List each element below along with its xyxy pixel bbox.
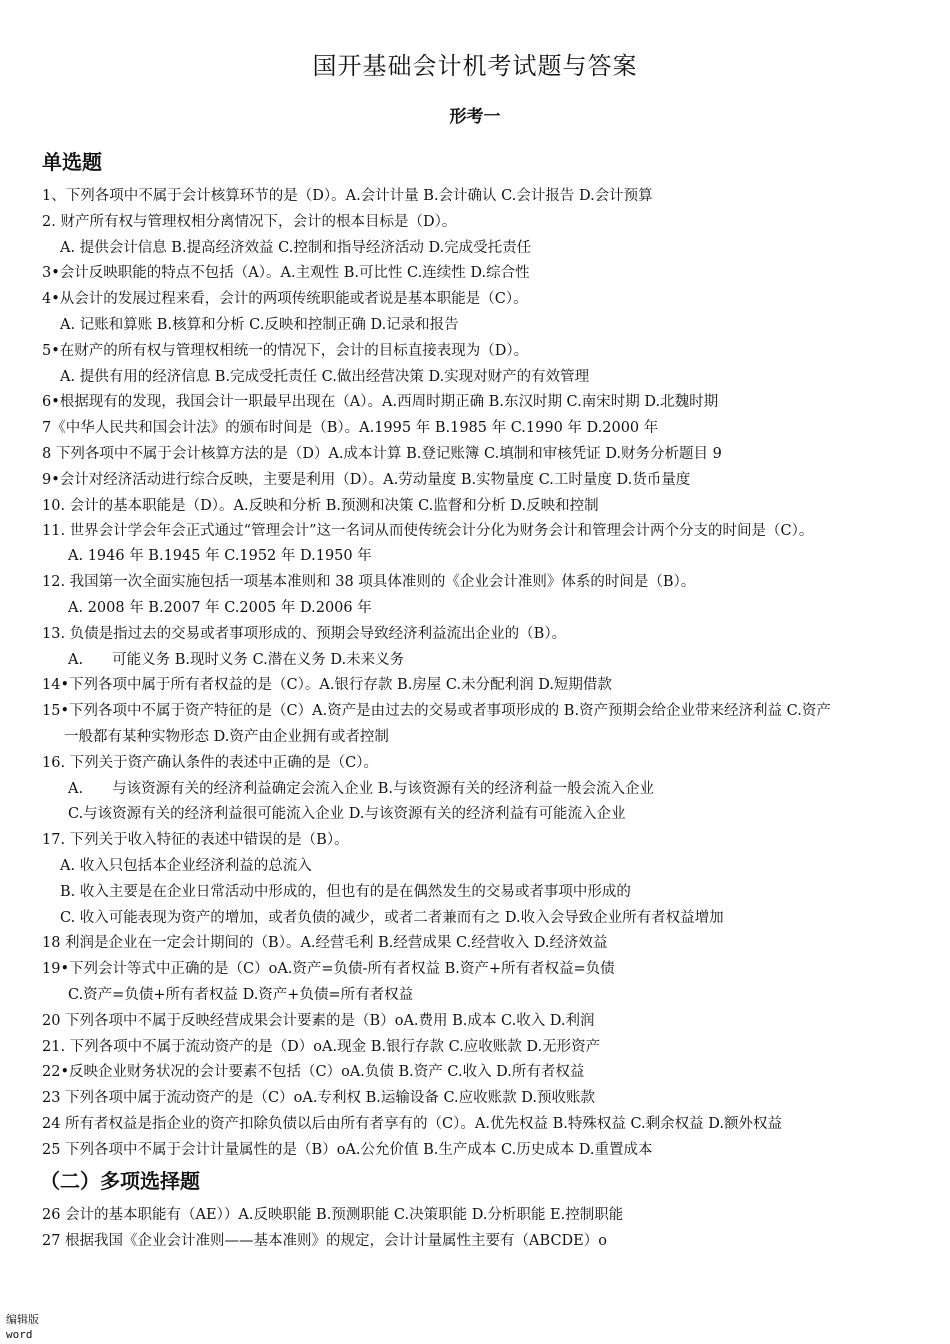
question-line: 8 下列各项中不属于会计核算方法的是（D）A.成本计算 B.登记账簿 C.填制和审核凭证 D.财务分析题目 9 <box>42 445 722 462</box>
option-line: C.与该资源有关的经济利益很可能流入企业 D.与该资源有关的经济利益有可能流入企业 <box>68 806 626 823</box>
question-line: 26 会计的基本职能有（AE））A.反映职能 B.预测职能 C.决策职能 D.分析职能 E.控制职能 <box>42 1207 624 1224</box>
footer-note <box>6 1312 39 1342</box>
option-line: A. 可能义务 B.现时义务 C.潜在义务 D.未来义务 <box>68 651 405 668</box>
question-line: 7《中华人民共和国会计法》的颁布时间是（B）。A.1995 年 B.1985 年 C.1990 年 D.2000 年 <box>42 420 659 437</box>
question-line: 27 根据我国《企业会计准则——基本准则》的规定，会计计量属性主要有（ABCDE）o <box>42 1233 607 1250</box>
section-heading-single-choice: 单选题 <box>42 150 102 174</box>
question-line: 11. 世界会计学会年会正式通过“管理会计”这一名词从而使传统会计分化为财务会计和管理会计两个分支的时间是（C）。 <box>42 523 814 540</box>
option-line: C.资产=负债+所有者权益 D.资产+负债=所有者权益 <box>68 986 414 1003</box>
option-line: A. 记账和算账 B.核算和分析 C.反映和控制正确 D.记录和报告 <box>60 316 459 333</box>
document-title: 国开基础会计机考试题与答案 <box>312 52 638 80</box>
question-line: 9•会计对经济活动进行综合反映，主要是利用（D）。A.劳动量度 B.实物量度 C.工时量度 D.货币量度 <box>42 471 691 488</box>
question-line: 17. 下列关于收入特征的表述中错误的是（B）。 <box>42 832 349 849</box>
question-line: 5•在财产的所有权与管理权相统一的情况下，会计的目标直接表现为（D）。 <box>42 342 529 359</box>
question-line: 21. 下列各项中不属于流动资产的是（D）oA.现金 B.银行存款 C.应收账款 D.无形资产 <box>42 1038 601 1055</box>
question-line: 20 下列各项中不属于反映经营成果会计要素的是（B）oA.费用 B.成本 C.收入 D.利润 <box>42 1012 595 1029</box>
question-line: 18 利润是企业在一定会计期间的（B）。A.经营毛利 B.经营成果 C.经营收入 D.经济效益 <box>42 935 608 952</box>
question-line: 10. 会计的基本职能是（D）。A.反映和分析 B.预测和决策 C.监督和分析 D.反映和控制 <box>42 497 599 514</box>
option-line: A. 提供有用的经济信息 B.完成受托责任 C.做出经营决策 D.实现对财产的有效管理 <box>60 368 590 385</box>
option-line: B. 收入主要是在企业日常活动中形成的，但也有的是在偶然发生的交易或者事项中形成的 <box>60 883 631 900</box>
option-line: A. 2008 年 B.2007 年 C.2005 年 D.2006 年 <box>68 599 372 616</box>
question-continuation: 一般都有某种实物形态 D.资产由企业拥有或者控制 <box>64 728 389 745</box>
question-line: 13. 负债是指过去的交易或者事项形成的、预期会导致经济利益流出企业的（B）。 <box>42 625 567 642</box>
option-line: A. 与该资源有关的经济利益确定会流入企业 B.与该资源有关的经济利益一般会流入企业 <box>68 780 654 797</box>
option-line: A. 提供会计信息 B.提高经济效益 C.控制和指导经济活动 D.完成受托责任 <box>60 239 532 256</box>
option-line: C. 收入可能表现为资产的增加，或者负债的减少，或者二者兼而有之 D.收入会导致企业所有者权益增加 <box>60 909 724 926</box>
question-line: 23 下列各项中属于流动资产的是（C）oA.专利权 B.运输设备 C.应收账款 D.预收账款 <box>42 1090 595 1107</box>
question-line: 22•反映企业财务状况的会计要素不包括（C）oA.负债 B.资产 C.收入 D.所有者权益 <box>42 1064 585 1081</box>
question-line: 24 所有者权益是指企业的资产扣除负债以后由所有者享有的（C）。A.优先权益 B.特殊权益 C.剩余权益 D.额外权益 <box>42 1115 782 1132</box>
question-line: 1、下列各项中不属于会计核算环节的是（D）。A.会计计量 B.会计确认 C.会计报告 D.会计预算 <box>42 188 653 204</box>
question-list <box>42 184 912 1255</box>
question-line: 2. 财产所有权与管理权相分离情况下，会计的根本目标是（D）。 <box>42 213 457 230</box>
question-line: 14•下列各项中属于所有者权益的是（C）。A.银行存款 B.房屋 C.未分配利润 D.短期借款 <box>42 677 612 694</box>
option-line: A. 1946 年 B.1945 年 C.1952 年 D.1950 年 <box>68 548 372 565</box>
footer-line: 编辑版 <box>6 1313 39 1326</box>
question-line: 16. 下列关于资产确认条件的表述中正确的是（C）。 <box>42 754 379 771</box>
section-heading-multiple-choice: （二）多项选择题 <box>40 1169 200 1194</box>
document-subtitle: 形考一 <box>449 107 501 127</box>
question-line: 15•下列各项中不属于资产特征的是（C）A.资产是由过去的交易或者事项形成的 B.资产预期会给企业带来经济利益 C.资产 <box>42 703 831 720</box>
question-line: 4•从会计的发展过程来看，会计的两项传统职能或者说是基本职能是（C）。 <box>42 291 528 308</box>
question-line: 25 下列各项中不属于会计计量属性的是（B）oA.公允价值 B.生产成本 C.历史成本 D.重置成本 <box>42 1141 653 1158</box>
question-line: 12. 我国第一次全面实施包括一项基本准则和 38 项具体准则的《企业会计准则》体系的时间是（B）。 <box>42 574 696 591</box>
question-line: 19•下列会计等式中正确的是（C）oA.资产=负债-所有者权益 B.资产+所有者权益=负债 <box>42 961 615 978</box>
question-line: 3•会计反映职能的特点不包括（A）。A.主观性 B.可比性 C.连续性 D.综合性 <box>42 265 530 282</box>
option-line: A. 收入只包括本企业经济利益的总流入 <box>60 857 312 874</box>
footer-line: word <box>6 1328 33 1341</box>
question-line: 6•根据现有的发现，我国会计一职最早出现在（A）。A.西周时期正确 B.东汉时期 C.南宋时期 D.北魏时期 <box>42 394 719 411</box>
